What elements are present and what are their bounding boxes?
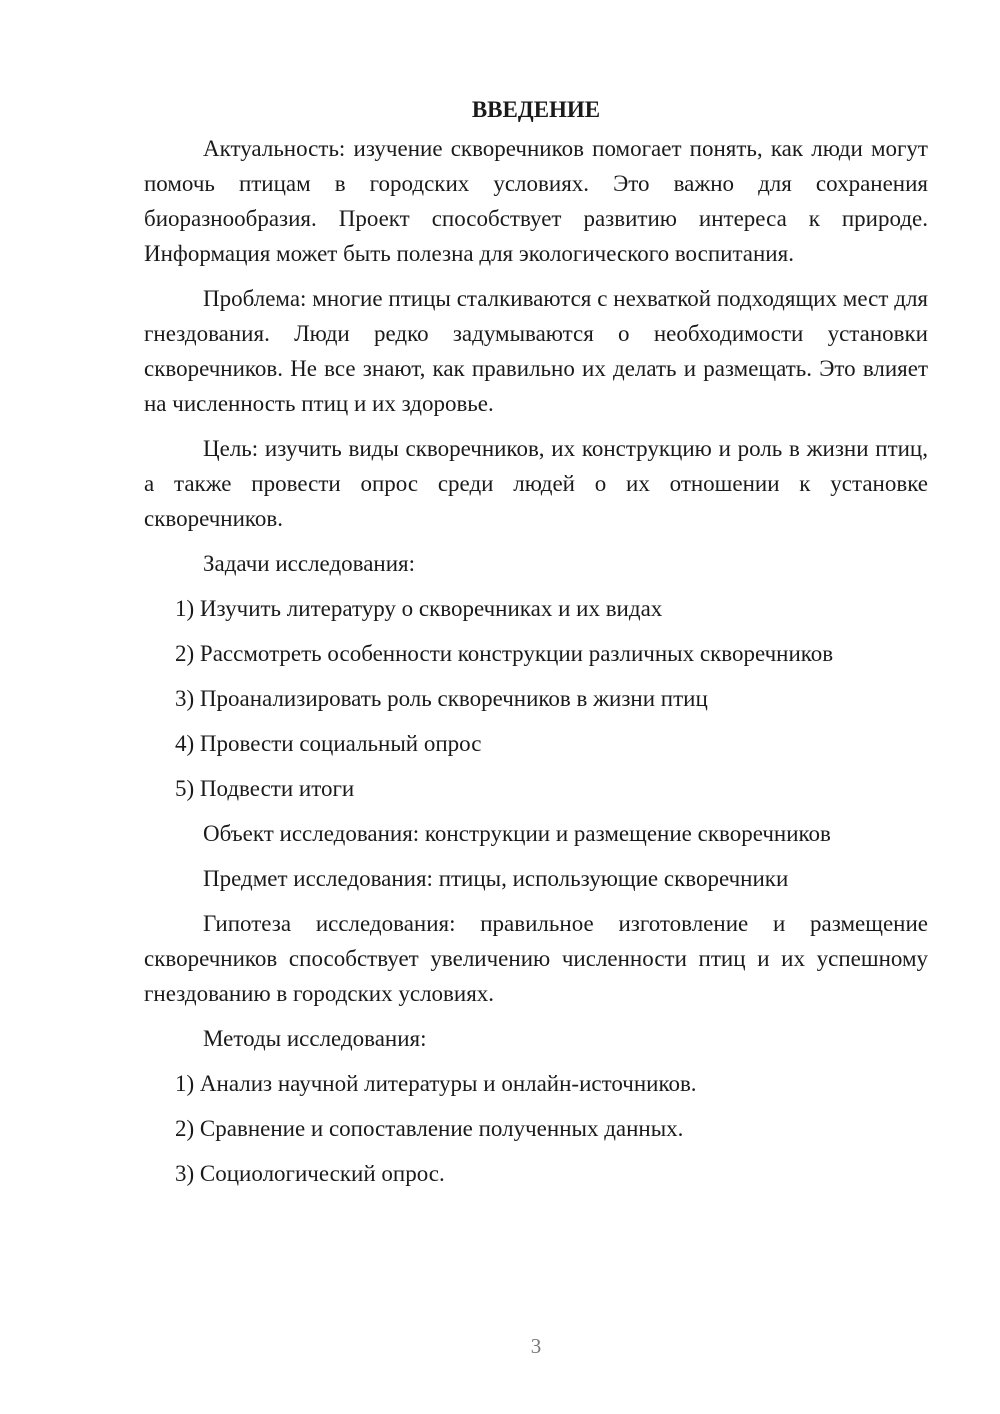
object-paragraph: Объект исследования: конструкции и размещение скворечников — [203, 821, 831, 846]
task-item-1: 1) Изучить литературу о скворечниках и их видах — [175, 596, 663, 621]
subject-paragraph: Предмет исследования: птицы, использующие скворечники — [203, 866, 789, 891]
task-item-2: 2) Рассмотреть особенности конструкции различных скворечников — [175, 641, 834, 666]
task-item-4: 4) Провести социальный опрос — [175, 731, 482, 756]
method-item-1: 1) Анализ научной литературы и онлайн-источников. — [175, 1071, 697, 1096]
page-number: 3 — [530, 1334, 542, 1358]
section-heading: ВВЕДЕНИЕ — [471, 97, 601, 122]
tasks-heading: Задачи исследования: — [203, 551, 416, 576]
task-item-3: 3) Проанализировать роль скворечников в жизни птиц — [175, 686, 708, 711]
task-item-5: 5) Подвести итоги — [175, 776, 355, 801]
problem-paragraph: Проблема: многие птицы сталкиваются с нехваткой подходящих мест для гнездования. Люди редко задумываются о необходимости установки скворечников. Не все знают, как правильно их делать и размещать. Это влияет на численность птиц и их здоровье. — [144, 286, 928, 416]
method-item-3: 3) Социологический опрос. — [175, 1161, 445, 1186]
hypothesis-paragraph: Гипотеза исследования: правильное изготовление и размещение скворечников способствует увеличению численности птиц и их успешному гнездованию в городских условиях. — [144, 911, 928, 1006]
page-content — [144, 92, 928, 1201]
relevance-paragraph: Актуальность: изучение скворечников помогает понять, как люди могут помочь птицам в городских условиях. Это важно для сохранения биоразнообразия. Проект способствует развитию интереса к природе. Информация может быть полезна для экологического воспитания. — [144, 136, 928, 266]
methods-heading: Методы исследования: — [203, 1026, 427, 1051]
method-item-2: 2) Сравнение и сопоставление полученных данных. — [175, 1116, 684, 1141]
goal-paragraph: Цель: изучить виды скворечников, их конструкцию и роль в жизни птиц, а также провести опрос среди людей о их отношении к установке скворечников. — [144, 436, 928, 531]
